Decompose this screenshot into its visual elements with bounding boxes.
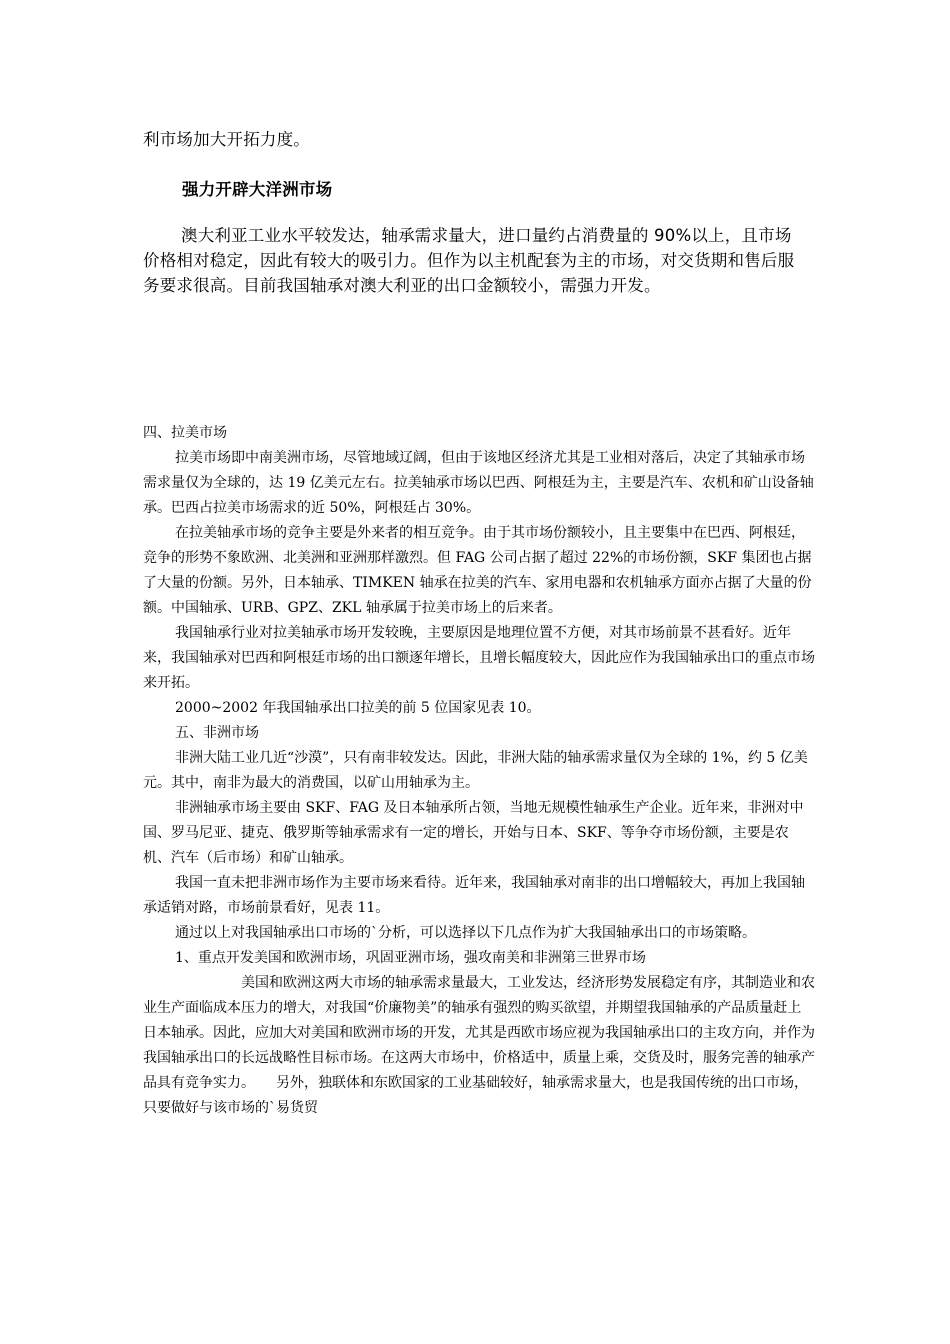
- section-4-paragraph-3: 我国轴承行业对拉美轴承市场开发较晚，主要原因是地理位置不方便，对其市场前景不甚看好。近年来，我国轴承对巴西和阿根廷市场的出口额逐年增长，且增长幅度较大，因此应作为我国轴承出口的重点市场来开拓。: [143, 625, 815, 691]
- strategy-1-body: 美国和欧洲这两大市场的轴承需求量最大，工业发达，经济形势发展稳定有序，其制造业和农业生产面临成本压力的增大，对我国“价廉物美”的轴承有强烈的购买欲望，并期望我国轴承的产品质量赶上日本轴承。因此，应加大对美国和欧洲市场的开发，尤其是西欧市场应视为我国轴承出口的主攻方向，并作为我国轴承出口的长远战略性目标市场。在这两大市场中，价格适中，质量上乘，交货及时，服务完善的轴承产品具有竞争实力。 另外，独联体和东欧国家的工业基础较好，轴承需求量大，也是我国传统的出口市场，只要做好与该市场的`易货贸: [143, 975, 815, 1116]
- section-5-paragraph-1: 非洲大陆工业几近“沙漠”，只有南非较发达。因此，非洲大陆的轴承需求量仅为全球的 1%，约 5 亿美元。其中，南非为最大的消费国，以矿山用轴承为主。: [143, 750, 808, 791]
- oceania-heading: 强力开辟大洋洲市场: [182, 180, 333, 199]
- section-4-title: 四、拉美市场: [143, 425, 227, 441]
- lower-section: [143, 421, 815, 1121]
- section-4-paragraph-2: 在拉美轴承市场的竞争主要是外来者的相互竞争。由于其市场份额较小，且主要集中在巴西、阿根廷，竞争的形势不象欧洲、北美洲和亚洲那样激烈。但 FAG 公司占据了超过 22%的市场份额，SKF 集团也占据了大量的份额。另外，日本轴承、TIMKEN 轴承在拉美的汽车、家用电器和农机轴承方面亦占据了大量的份额。中国轴承、URB、GPZ、ZKL 轴承属于拉美市场上的后来者。: [143, 525, 812, 616]
- summary-paragraph: 通过以上对我国轴承出口市场的`分析，可以选择以下几点作为扩大我国轴承出口的市场策略。: [175, 925, 756, 941]
- section-5-paragraph-3: 我国一直未把非洲市场作为主要市场来看待。近年来，我国轴承对南非的出口增幅较大，再加上我国轴承适销对路，市场前景看好，见表 11。: [143, 875, 805, 916]
- section-5-paragraph-2: 非洲轴承市场主要由 SKF、FAG 及日本轴承所占领，当地无规模性轴承生产企业。近年来，非洲对中国、罗马尼亚、捷克、俄罗斯等轴承需求有一定的增长，开始与日本、SKF、等争夺市场份额，主要是农机、汽车（后市场）和矿山轴承。: [143, 800, 804, 866]
- section-4-table-reference: 2000~2002 年我国轴承出口拉美的前 5 位国家见表 10。: [175, 700, 541, 716]
- intro-paragraph: 利市场加大开拓力度。: [143, 130, 310, 149]
- oceania-paragraph: 澳大利亚工业水平较发达，轴承需求量大，进口量约占消费量的 90%以上，且市场价格相对稳定，因此有较大的吸引力。但作为以主机配套为主的市场，对交货期和售后服务要求很高。目前我国轴承对澳大利亚的出口金额较小，需强力开发。: [143, 226, 795, 295]
- section-5-title: 五、非洲市场: [175, 725, 259, 741]
- strategy-1-title: 1、重点开发美国和欧洲市场，巩固亚洲市场，强攻南美和非洲第三世界市场: [175, 950, 646, 966]
- section-4-paragraph-1: 拉美市场即中南美洲市场，尽管地域辽阔，但由于该地区经济尤其是工业相对落后，决定了其轴承市场需求量仅为全球的，达 19 亿美元左右。拉美轴承市场以巴西、阿根廷为主，主要是汽车、农机和矿山设备轴承。巴西占拉美市场需求的近 50%，阿根廷占 30%。: [143, 450, 814, 516]
